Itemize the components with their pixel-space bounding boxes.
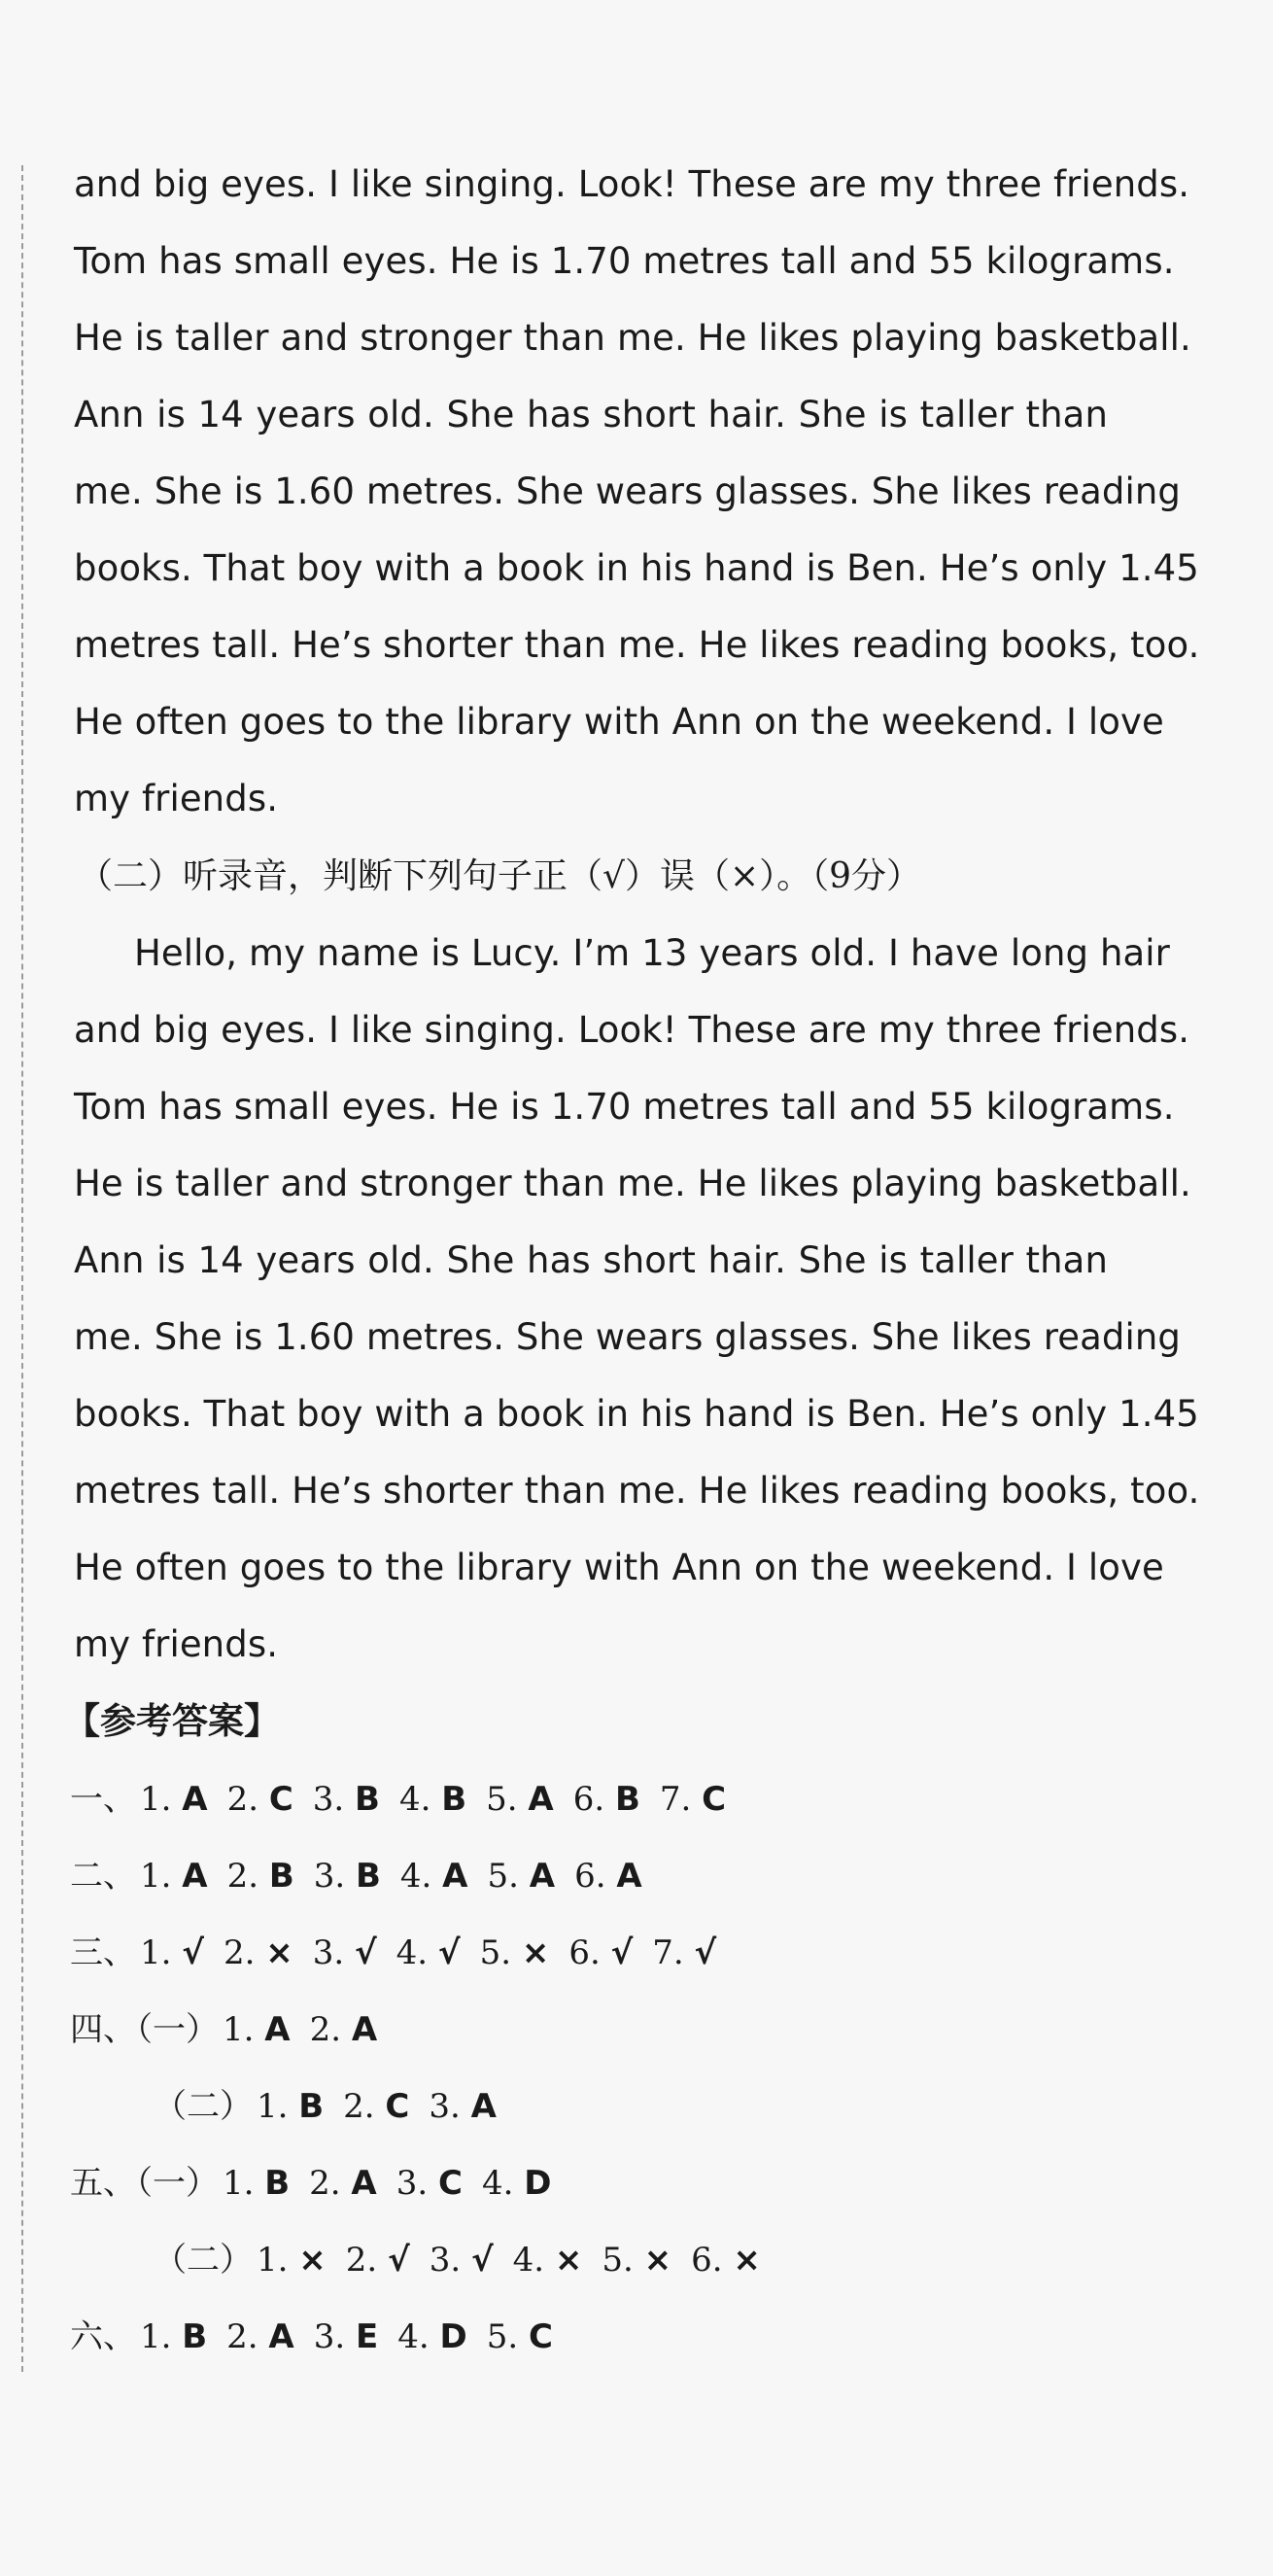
answer-value: ×	[298, 2241, 327, 2280]
answer-value: √	[437, 1933, 461, 1972]
answer-item	[691, 2236, 761, 2284]
passage-bottom-line-4: He is taller and stronger than me. He likes playing basketball.	[74, 1163, 1191, 1204]
answer-row-label: 四、（一）	[70, 2010, 219, 2049]
answer-value: B	[264, 2164, 291, 2203]
answer-value: √	[694, 1933, 717, 1972]
answer-number: 2.	[226, 1857, 269, 1896]
passage-bottom-line-6: me. She is 1.60 metres. She wears glasses. She likes reading	[74, 1316, 1181, 1358]
answer-row-4	[70, 2005, 377, 2054]
answer-number: 4.	[512, 2241, 555, 2280]
answer-row-label: 五、（一）	[70, 2164, 219, 2203]
section-heading: （二）听录音，判断下列句子正（√）误（×）。（9分）	[78, 856, 922, 896]
answer-value: D	[524, 2164, 552, 2203]
answer-row-1	[70, 1775, 726, 1824]
answer-number: 2.	[226, 2317, 269, 2356]
answer-number: 6.	[572, 1780, 615, 1819]
answer-value: A	[351, 2164, 377, 2203]
passage-bottom-line-3: Tom has small eyes. He is 1.70 metres tall and 55 kilograms.	[74, 1086, 1175, 1128]
answer-number: 2.	[309, 2164, 352, 2203]
passage-top-line-1: and big eyes. I like singing. Look! These are my three friends.	[74, 163, 1190, 205]
answer-number: 1.	[140, 1857, 183, 1896]
answer-value: A	[528, 1780, 554, 1819]
answer-value: D	[439, 2317, 467, 2356]
passage-bottom-line-10: my friends.	[74, 1623, 279, 1665]
answer-item	[257, 2082, 324, 2131]
answer-number: 5.	[479, 1933, 522, 1972]
answer-item	[429, 2082, 497, 2131]
answer-number: 2.	[223, 1933, 266, 1972]
answer-number: 5.	[487, 1857, 530, 1896]
answer-row-label: （二）	[154, 2241, 253, 2280]
answer-item	[227, 1852, 294, 1900]
answer-number: 5.	[486, 2317, 529, 2356]
answer-item	[602, 2236, 671, 2284]
answer-number: 3.	[396, 2164, 438, 2203]
passage-top-line-6: books. That boy with a book in his hand is Ben. He’s only 1.45	[74, 547, 1199, 589]
answer-number: 3.	[429, 2087, 471, 2126]
answer-number: 3.	[312, 1780, 356, 1819]
answer-value: A	[529, 1857, 556, 1896]
passage-bottom-line-9: He often goes to the library with Ann on the weekend. I love	[74, 1547, 1164, 1588]
answer-item	[346, 2236, 410, 2284]
passage-bottom-line-8: metres tall. He’s shorter than me. He likes reading books, too.	[74, 1470, 1200, 1512]
answers-heading: 【参考答案】	[64, 1700, 280, 1742]
passage-top-line-4: Ann is 14 years old. She has short hair. She is taller than	[74, 394, 1108, 435]
answer-number: 3.	[312, 1933, 355, 1972]
answer-value: ×	[733, 2241, 761, 2280]
answer-value: C	[385, 2087, 410, 2126]
answer-value: E	[356, 2317, 379, 2356]
answer-value: B	[356, 1857, 381, 1896]
answer-number: 6.	[568, 1933, 611, 1972]
answer-item	[257, 2236, 327, 2284]
answer-item	[660, 1775, 726, 1824]
answer-item	[486, 1775, 554, 1824]
answer-item	[487, 2313, 553, 2361]
answer-number: 5.	[602, 2241, 644, 2280]
answer-value: √	[610, 1933, 634, 1972]
answer-row-2	[70, 1852, 642, 1900]
answer-row-label: 三、	[70, 1933, 136, 1972]
answer-value: C	[702, 1780, 727, 1819]
answer-item	[652, 1929, 716, 1977]
answer-value: √	[182, 1933, 204, 1972]
answer-item	[314, 1852, 381, 1900]
answer-item	[568, 1929, 633, 1977]
answer-number: 2.	[343, 2087, 386, 2126]
answer-value: A	[182, 1780, 208, 1819]
answer-item	[227, 1775, 293, 1824]
answer-value: A	[470, 2087, 497, 2126]
answer-item	[396, 1929, 461, 1977]
answer-value: √	[354, 1933, 377, 1972]
answer-value: C	[528, 2317, 553, 2356]
answer-value: ×	[265, 1933, 293, 1972]
answer-value: B	[614, 1780, 640, 1819]
answer-value: A	[351, 2010, 378, 2049]
answer-item	[488, 1852, 556, 1900]
answer-value: A	[442, 1857, 468, 1896]
binding-margin-line	[21, 165, 23, 2372]
answer-number: 3.	[429, 2241, 471, 2280]
answer-item	[313, 1929, 377, 1977]
answer-value: B	[355, 1780, 380, 1819]
passage-top-line-7: metres tall. He’s shorter than me. He likes reading books, too.	[74, 624, 1200, 666]
answer-value: A	[616, 1857, 642, 1896]
answer-number: 2.	[345, 2241, 388, 2280]
answer-row-label: 六、	[70, 2317, 136, 2356]
answer-item	[140, 1852, 208, 1900]
answer-number: 1.	[140, 2317, 183, 2356]
answer-value: ×	[554, 2241, 583, 2280]
answer-value: B	[298, 2087, 325, 2126]
answer-item	[574, 1852, 642, 1900]
answer-number: 6.	[691, 2241, 734, 2280]
answer-number: 1.	[257, 2087, 299, 2126]
answer-number: 3.	[313, 2317, 356, 2356]
passage-top-line-5: me. She is 1.60 metres. She wears glasses. She likes reading	[74, 470, 1181, 512]
passage-top-line-2: Tom has small eyes. He is 1.70 metres tall and 55 kilograms.	[74, 240, 1175, 282]
answer-row-7	[154, 2236, 761, 2284]
answer-value: ×	[521, 1933, 550, 1972]
answer-number: 7.	[652, 1933, 695, 1972]
answer-item	[397, 2313, 466, 2361]
answer-value: B	[182, 2317, 208, 2356]
answer-value: B	[441, 1780, 467, 1819]
answer-value: A	[182, 1857, 208, 1896]
answer-value: C	[438, 2164, 463, 2203]
answer-number: 1.	[223, 2164, 265, 2203]
answer-item	[224, 1929, 293, 1977]
answer-number: 4.	[397, 2317, 440, 2356]
answer-value: ×	[643, 2241, 672, 2280]
answer-row-label: 二、	[70, 1857, 136, 1896]
passage-top-line-9: my friends.	[74, 778, 279, 819]
answer-value: B	[268, 1857, 294, 1896]
answer-row-label: （二）	[154, 2087, 253, 2126]
answer-number: 4.	[396, 1933, 438, 1972]
answer-row-6	[70, 2159, 551, 2208]
answer-item	[482, 2159, 551, 2208]
passage-bottom-line-2: and big eyes. I like singing. Look! These are my three friends.	[74, 1009, 1190, 1051]
answer-item	[309, 2159, 377, 2208]
answer-row-label: 一、	[70, 1780, 136, 1819]
answer-item	[314, 2313, 378, 2361]
answer-item	[343, 2082, 409, 2131]
answer-number: 4.	[481, 2164, 525, 2203]
answer-item	[573, 1775, 640, 1824]
answer-value: C	[268, 1780, 293, 1819]
answer-value: √	[388, 2241, 410, 2280]
passage-top-line-3: He is taller and stronger than me. He likes playing basketball.	[74, 317, 1191, 359]
answer-number: 1.	[140, 1780, 183, 1819]
answer-number: 4.	[398, 1780, 442, 1819]
answer-number: 7.	[659, 1780, 703, 1819]
answer-row-5	[154, 2082, 497, 2131]
answer-item	[480, 1929, 550, 1977]
answer-item	[399, 1775, 466, 1824]
answer-row-8	[70, 2313, 553, 2361]
answer-number: 1.	[140, 1933, 183, 1972]
passage-bottom-line-7: books. That boy with a book in his hand is Ben. He’s only 1.45	[74, 1393, 1199, 1435]
answer-value: √	[470, 2241, 494, 2280]
answer-number: 2.	[226, 1780, 269, 1819]
answer-item	[140, 2313, 207, 2361]
answer-item	[400, 1852, 468, 1900]
answer-value: A	[264, 2010, 291, 2049]
passage-top-line-8: He often goes to the library with Ann on the weekend. I love	[74, 701, 1164, 743]
answer-item	[226, 2313, 294, 2361]
answer-number: 4.	[399, 1857, 443, 1896]
answer-item	[513, 2236, 583, 2284]
answer-number: 6.	[574, 1857, 617, 1896]
answer-item	[140, 1775, 208, 1824]
answer-number: 5.	[486, 1780, 529, 1819]
answer-item	[430, 2236, 494, 2284]
answer-number: 1.	[257, 2241, 299, 2280]
passage-bottom-line-5: Ann is 14 years old. She has short hair. She is taller than	[74, 1239, 1108, 1281]
answer-value: A	[268, 2317, 294, 2356]
answer-item	[313, 1775, 380, 1824]
answer-number: 2.	[309, 2010, 352, 2049]
answer-item	[396, 2159, 463, 2208]
passage-bottom-line-1: Hello, my name is Lucy. I’m 13 years old. I have long hair	[134, 932, 1170, 974]
answer-item	[223, 2159, 290, 2208]
answer-number: 1.	[223, 2010, 265, 2049]
answer-row-3	[70, 1929, 716, 1977]
answer-number: 3.	[313, 1857, 356, 1896]
answer-item	[140, 1929, 204, 1977]
answer-item	[223, 2005, 291, 2054]
answer-item	[310, 2005, 378, 2054]
